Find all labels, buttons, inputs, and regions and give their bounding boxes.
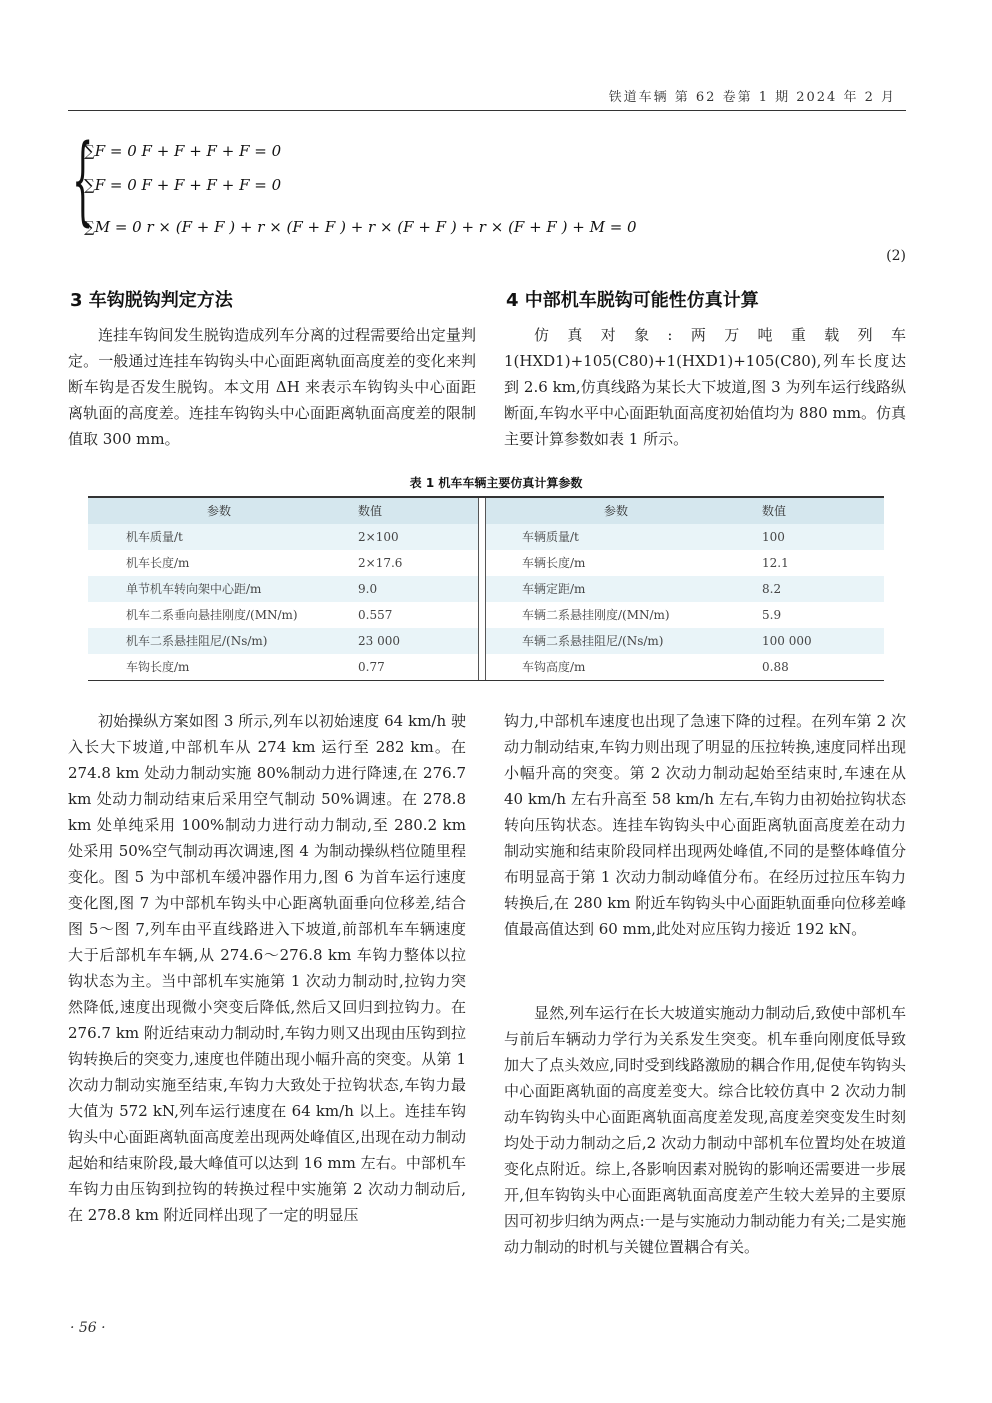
table-header-row bbox=[88, 498, 884, 524]
table-column-separator bbox=[478, 628, 486, 654]
table-bottom-rule bbox=[88, 680, 884, 682]
table-cell: 100 bbox=[762, 529, 785, 544]
table-column-separator bbox=[478, 498, 486, 524]
table-cell: 8.2 bbox=[762, 581, 782, 596]
running-head: 铁道车辆 第 62 卷第 1 期 2024 年 2 月 bbox=[608, 90, 896, 105]
page-number: · 56 · bbox=[70, 1320, 106, 1336]
body-right-paragraph-2: 显然,列车运行在长大坡道实施动力制动后,致使中部机车与前后车辆动力学行为关系发生突变。机车垂向刚度低导致加大了点头效应,同时受到线路激励的耦合作用,促使车钩钩头中心面距离轨面的高度差变大。综合比较仿真中 2 次动力制动车钩钩头中心面距离轨面高度差发现,高度差突变发生时刻均处于动力制动之后,2 次动力制动中部机车位置均处在坡道变化点附近。综上,各影响因素对脱钩的影响还需要进一步展开,但车钩钩头中心面距离轨面高度差产生较大差异的主要原因可初步归纳为两点:一是与实施动力制动能力有关;二是实施动力制动的时机与关键位置耦合有关。 bbox=[504, 1004, 906, 1256]
body-left-paragraph: 初始操纵方案如图 3 所示,列车以初始速度 64 km/h 驶入长大下坡道,中部机车从 274 km 运行至 282 km。在 274.8 km 处动力制动实施 80%制动力进行降速,在 276.7 km 处动力制动结束后采用空气制动 50%调速。在 278.8 km 处单纯采用 100%制动力进行动力制动,至 280.2 km 处采用 50%空气制动再次调速,图 4 为制动操纵档位随里程变化。图 5 为中部机车缓冲器作用力,图 6 为首车运行速度变化图,图 7 为中部机车钩头中心距离轨面垂向位移差,结合图 5～图 7,列车由平直线路进入下坡道,前部机车车辆速度大于后部机车车辆,从 274.6～276.8 km 车钩力整体以拉钩状态为主。当中部机车实施第 1 次动力制动时,拉钩力突然降低,速度出现微小突变后降低,然后又回归到拉钩力。在 276.7 km 附近结束动力制动时,车钩力则又出现由压钩到拉钩转换后的突变力,速度也伴随出现小幅升高的突变。从第 1 次动力制动实施至结束,车钩力大致处于拉钩状态,车钩力最大值为 572 kN,列车运行速度在 64 km/h 以上。连挂车钩钩头中心面距离轨面高度差出现两处峰值区,出现在动力制动起始和结束阶段,最大峰值可以达到 16 mm 左右。中部机车车钩力由压钩到拉钩的转换过程中实施第 2 次动力制动后,在 278.8 km 附近同样出现了一定的明显压 bbox=[68, 712, 466, 1224]
table-cell: 100 000 bbox=[762, 633, 812, 648]
table-cell: 机车二系垂向悬挂刚度/(MN/m) bbox=[126, 608, 298, 622]
table-row bbox=[88, 524, 884, 550]
table-cell: 12.1 bbox=[762, 555, 789, 570]
table-row bbox=[88, 628, 884, 654]
table-cell: 23 000 bbox=[358, 633, 400, 648]
table-cell: 车钩高度/m bbox=[522, 660, 586, 674]
equation-line-1: ∑F = 0 F + F + F + F = 0 bbox=[84, 142, 282, 160]
section-4-heading: 4 中部机车脱钩可能性仿真计算 bbox=[506, 290, 759, 311]
table-cell: 0.77 bbox=[358, 659, 385, 674]
table-cell: 机车二系悬挂阻尼/(Ns/m) bbox=[126, 634, 268, 648]
table-cell: 车钩长度/m bbox=[126, 660, 190, 674]
equation-block bbox=[72, 124, 906, 268]
table-header-cell: 数值 bbox=[762, 504, 787, 518]
table-cell: 车辆质量/t bbox=[522, 530, 579, 544]
equation-line-3: ∑M = 0 r × (F + F ) + r × (F + F ) + r × (F + F ) + r × (F + F ) + M = 0 bbox=[84, 218, 637, 236]
table-column-separator bbox=[478, 576, 486, 602]
table-cell: 机车质量/t bbox=[126, 530, 183, 544]
table-cell: 车辆二系悬挂阻尼/(Ns/m) bbox=[522, 634, 664, 648]
table-header-cell: 数值 bbox=[358, 504, 383, 518]
table-cell: 车辆二系悬挂刚度/(MN/m) bbox=[522, 608, 670, 622]
header-rule bbox=[68, 110, 906, 111]
table-caption: 表 1 机车车辆主要仿真计算参数 bbox=[409, 476, 583, 490]
table-cell: 车辆定距/m bbox=[522, 582, 586, 596]
section-3-paragraph: 连挂车钩间发生脱钩造成列车分离的过程需要给出定量判定。一般通过连挂车钩钩头中心面距离轨面高度差的变化来判断车钩是否发生脱钩。本文用 ΔH 来表示车钩钩头中心面距离轨面的高度差。连挂车钩钩头中心面距离轨面高度差的限制值取 300 mm。 bbox=[68, 326, 476, 448]
table-header-cell: 参数 bbox=[206, 504, 231, 518]
table-cell: 0.557 bbox=[358, 607, 393, 622]
table-row bbox=[88, 602, 884, 628]
table-cell: 0.88 bbox=[762, 659, 789, 674]
table-cell: 车辆长度/m bbox=[522, 556, 586, 570]
equation-line-2: ∑F = 0 F + F + F + F = 0 bbox=[84, 176, 282, 194]
table-cell: 9.0 bbox=[358, 581, 378, 596]
table-cell: 单节机车转向架中心距/m bbox=[126, 582, 262, 596]
table-cell: 机车长度/m bbox=[126, 556, 190, 570]
table-row bbox=[88, 654, 884, 680]
table-cell: 5.9 bbox=[762, 607, 782, 622]
table-cell: 2×17.6 bbox=[358, 555, 403, 570]
table-cell: 2×100 bbox=[358, 529, 399, 544]
table-row bbox=[88, 576, 884, 602]
table-column-separator bbox=[478, 550, 486, 576]
section-3-heading: 3 车钩脱钩判定方法 bbox=[70, 290, 233, 311]
equation-number: (2) bbox=[886, 248, 906, 264]
table-column-separator bbox=[478, 602, 486, 628]
table-column-separator bbox=[478, 654, 486, 680]
parameter-table bbox=[88, 496, 884, 681]
body-right-paragraph-1: 钩力,中部机车速度也出现了急速下降的过程。在列车第 2 次动力制动结束,车钩力则出现了明显的压拉转换,速度同样出现小幅升高的突变。第 2 次动力制动起始至结束时,车速在从 40 km/h 左右升高至 58 km/h 左右,车钩力由初始拉钩状态转向压钩状态。连挂车钩钩头中心面距离轨面高度差在动力制动实施和结束阶段同样出现两处峰值,不同的是整体峰值分布明显高于第 1 次动力制动峰值分布。在经历过拉压车钩力转换后,在 280 km 附近车钩钩头中心面距轨面垂向位移差峰值最高值达到 60 mm,此处对应压钩力接近 192 kN。 bbox=[504, 712, 906, 938]
equation-brace: { bbox=[72, 124, 94, 236]
table-row bbox=[88, 550, 884, 576]
table-column-separator bbox=[478, 524, 486, 550]
section-4-paragraph: 仿真对象:两万吨重载列车 1(HXD1)+105(C80)+1(HXD1)+105(C80),列车长度达到 2.6 km,仿真线路为某长大下坡道,图 3 为列车运行线路纵断面,车钩水平中心面距轨面高度初始值均为 880 mm。仿真主要计算参数如表 1 所示。 bbox=[504, 326, 906, 448]
table-header-cell: 参数 bbox=[603, 504, 628, 518]
